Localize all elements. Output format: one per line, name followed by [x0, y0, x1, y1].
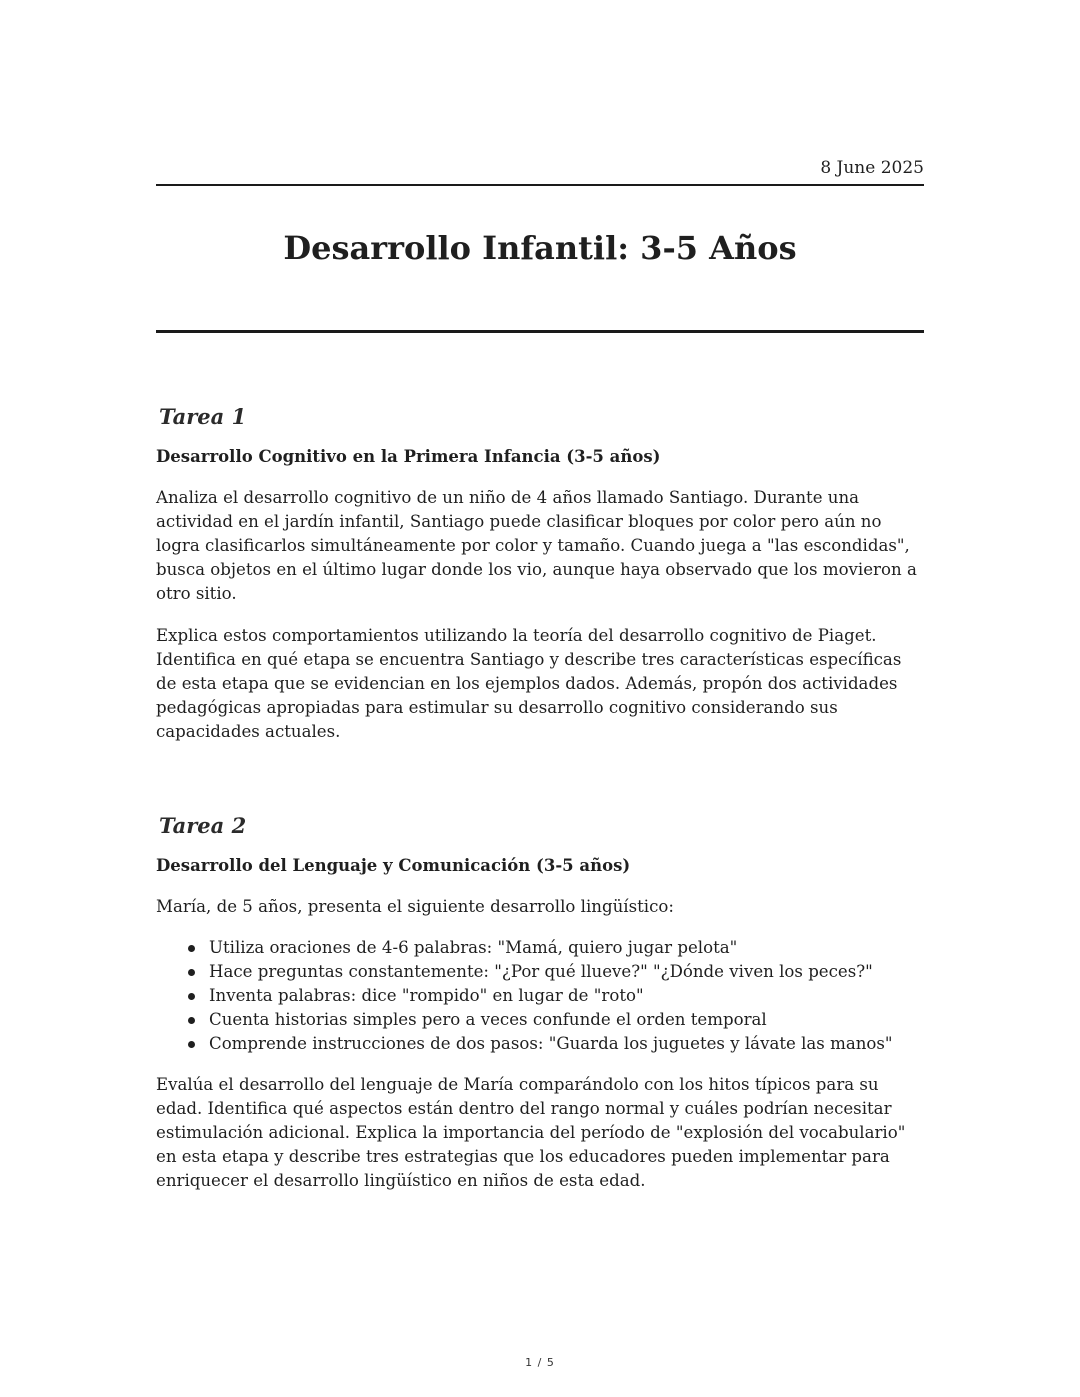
- task-2-intro: María, de 5 años, presenta el siguiente desarrollo lingüístico:: [156, 897, 674, 916]
- document-date: 8 June 2025: [820, 158, 924, 178]
- header-divider: [156, 184, 924, 186]
- task-2-subtitle: Desarrollo del Lenguaje y Comunicación (3-5 años): [156, 856, 631, 875]
- title-divider: [156, 330, 924, 333]
- task-2-heading: Tarea 2: [159, 813, 247, 838]
- task-1-heading: Tarea 1: [159, 404, 247, 429]
- task-1-subtitle: Desarrollo Cognitivo en la Primera Infancia (3-5 años): [156, 447, 661, 466]
- list-item: Hace preguntas constantemente: "¿Por qué llueve?" "¿Dónde viven los peces?": [209, 960, 893, 984]
- list-item: Cuenta historias simples pero a veces confunde el orden temporal: [209, 1008, 893, 1032]
- list-item: Inventa palabras: dice "rompido" en lugar de "roto": [209, 984, 893, 1008]
- page-number: 1 / 5: [525, 1356, 555, 1369]
- task-1-paragraph-2: Explica estos comportamientos utilizando la teoría del desarrollo cognitivo de Piaget. Identifica en qué etapa se encuentra Santiago y describe tres características específicas de esta etapa que se evidencian en los ejemplos dados. Además, propón dos actividades pedagógicas apropiadas para estimular su desarrollo cognitivo considerando sus capacidades actuales.: [156, 626, 902, 741]
- list-item: Comprende instrucciones de dos pasos: "Guarda los juguetes y lávate las manos": [209, 1032, 893, 1056]
- task-2-bullet-list: [156, 936, 893, 1056]
- task-1-paragraph-1: Analiza el desarrollo cognitivo de un niño de 4 años llamado Santiago. Durante una actividad en el jardín infantil, Santiago puede clasificar bloques por color pero aún no logra clasificarlos simultáneamente por color y tamaño. Cuando juega a "las escondidas", busca objetos en el último lugar donde los vio, aunque haya observado que los movieron a otro sitio.: [156, 488, 917, 603]
- task-2-closing-paragraph: Evalúa el desarrollo del lenguaje de María comparándolo con los hitos típicos para su edad. Identifica qué aspectos están dentro del rango normal y cuáles podrían necesitar estimulación adicional. Explica la importancia del período de "explosión del vocabulario" en esta etapa y describe tres estrategias que los educadores pueden implementar para enriquecer el desarrollo lingüístico en niños de esta edad.: [156, 1075, 906, 1190]
- list-item: Utiliza oraciones de 4-6 palabras: "Mamá, quiero jugar pelota": [209, 936, 893, 960]
- document-title: Desarrollo Infantil: 3-5 Años: [283, 229, 797, 267]
